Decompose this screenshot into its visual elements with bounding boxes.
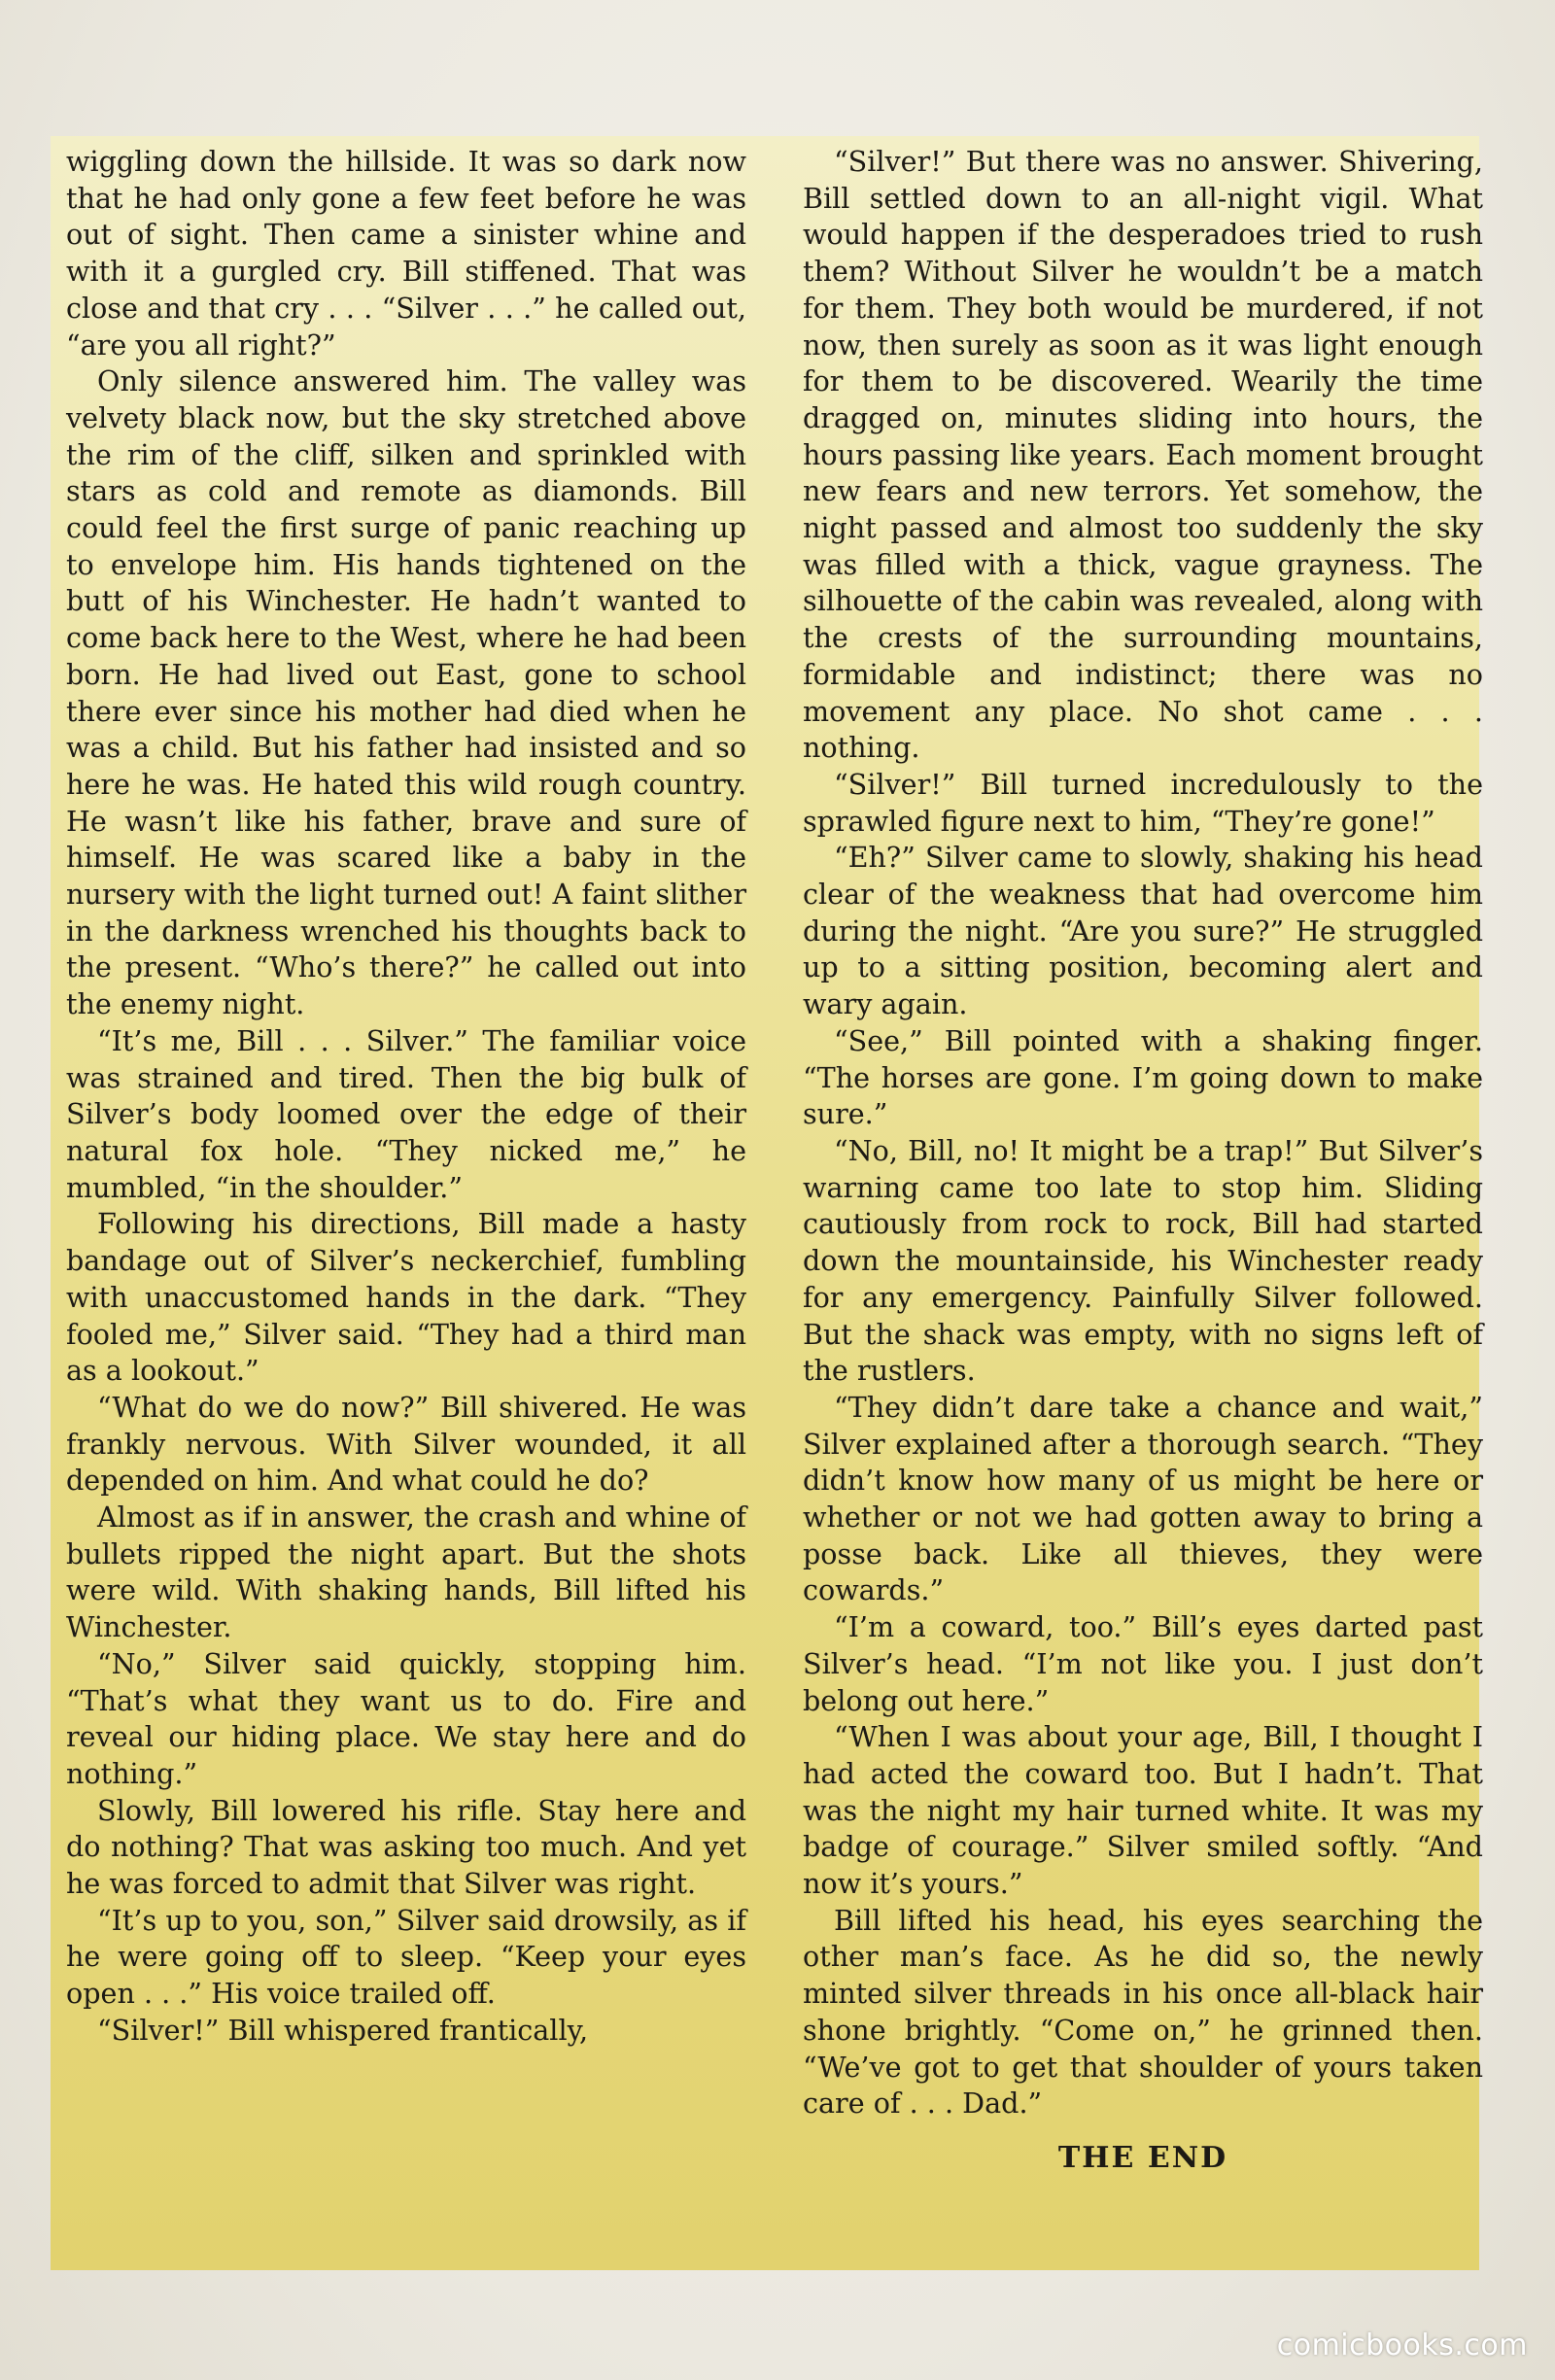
paragraph: Following his directions, Bill made a hasty bandage out of Silver’s neckerchief, fumbling with unaccustomed hands in the dark. “They fooled me,” Silver said. “They had a third man as a lookout.” <box>66 1207 746 1388</box>
the-end-label: THE END <box>1057 2140 1228 2175</box>
paragraph: “Silver!” But there was no answer. Shivering, Bill settled down to an all-night vigil. What would happen if the desperadoes tried to rush them? Without Silver he wouldn’t be a match for them. They both would be murdered, if not now, then surely as soon as it was light enough for them to be discovered. Wearily the time dragged on, minutes sliding into hours, the hours passing like years. Each moment brought new fears and new terrors. Yet somehow, the night passed and almost too suddenly the sky was filled with a thick, vague grayness. The silhouette of the cabin was revealed, along with the crests of the surrounding mountains, formidable and indistinct; there was no movement any place. No shot came . . . nothing. <box>803 145 1483 765</box>
paragraph: “Eh?” Silver came to slowly, shaking his head clear of the weakness that had overcome him during the night. “Are you sure?” He struggled up to a sitting position, becoming alert and wary again. <box>803 841 1483 1021</box>
paragraph: wiggling down the hillside. It was so dark now that he had only gone a few feet before he was out of sight. Then came a sinister whine and with it a gurgled cry. Bill stiffened. That was close and that cry . . . “Silver . . .” he called out, “are you all right?” <box>66 145 746 362</box>
paragraph: “See,” Bill pointed with a shaking finger. “The horses are gone. I’m going down to make sure.” <box>803 1023 1483 1131</box>
paragraph: “When I was about your age, Bill, I thought I had acted the coward too. But I hadn’t. That was the night my hair turned white. It was my badge of courage.” Silver smiled softly. “And now it’s yours.” <box>803 1720 1483 1901</box>
paragraph: “I’m a coward, too.” Bill’s eyes darted past Silver’s head. “I’m not like you. I just don’t belong out here.” <box>803 1610 1483 1717</box>
paragraph: “No,” Silver said quickly, stopping him. “That’s what they want us to do. Fire and reveal our hiding place. We stay here and do nothing.” <box>66 1646 746 1790</box>
paragraph: “Silver!” Bill turned incredulously to the sprawled figure next to him, “They’re gone!” <box>803 767 1483 838</box>
paragraph: Only silence answered him. The valley was velvety black now, but the sky stretched above the rim of the cliff, silken and sprinkled with stars as cold and remote as diamonds. Bill could feel the first surge of panic reaching up to envelope him. His hands tightened on the butt of his Winchester. He hadn’t wanted to come back here to the West, where he had been born. He had lived out East, gone to school there ever since his mother had died when he was a child. But his father had insisted and so here he was. He hated this wild rough country. He wasn’t like his father, brave and sure of himself. He was scared like a baby in the nursery with the light turned out! A faint slither in the darkness wrenched his thoughts back to the present. “Who’s there?” he called out into the enemy night. <box>66 364 746 1021</box>
right-column <box>803 144 1483 2177</box>
left-column <box>66 144 746 2050</box>
paragraph: Bill lifted his head, his eyes searching the other man’s face. As he did so, the newly minted silver threads in his once all-black hair shone brightly. “Come on,” he grinned then. “We’ve got to get that shoulder of yours taken care of . . . Dad.” <box>803 1903 1483 2121</box>
paragraph: “No, Bill, no! It might be a trap!” But Silver’s warning came too late to stop him. Sliding cautiously from rock to rock, Bill had started down the mountainside, his Winchester ready for any emergency. Painfully Silver followed. But the shack was empty, with no signs left of the rustlers. <box>803 1133 1483 1388</box>
paragraph: Almost as if in answer, the crash and whine of bullets ripped the night apart. But the shots were wild. With shaking hands, Bill lifted his Winchester. <box>66 1500 746 1644</box>
paragraph: Slowly, Bill lowered his rifle. Stay here and do nothing? That was asking too much. And yet he was forced to admit that Silver was right. <box>66 1793 746 1901</box>
paragraph: “They didn’t dare take a chance and wait,” Silver explained after a thorough search. “They didn’t know how many of us might be here or whether or not we had gotten away to bring a posse back. Like all thieves, they were cowards.” <box>803 1390 1483 1607</box>
paragraph: “It’s up to you, son,” Silver said drowsily, as if he were going off to sleep. “Keep your eyes open . . .” His voice trailed off. <box>66 1903 746 2011</box>
paragraph: “What do we do now?” Bill shivered. He was frankly nervous. With Silver wounded, it all depended on him. And what could he do? <box>66 1390 746 1498</box>
story-text-panel <box>51 136 1483 2270</box>
paragraph: “It’s me, Bill . . . Silver.” The familiar voice was strained and tired. Then the big bulk of Silver’s body loomed over the edge of their natural fox hole. “They nicked me,” he mumbled, “in the shoulder.” <box>66 1023 746 1204</box>
watermark: comicbooks.com <box>1276 2328 1528 2363</box>
paragraph: “Silver!” Bill whispered frantically, <box>97 2013 589 2047</box>
